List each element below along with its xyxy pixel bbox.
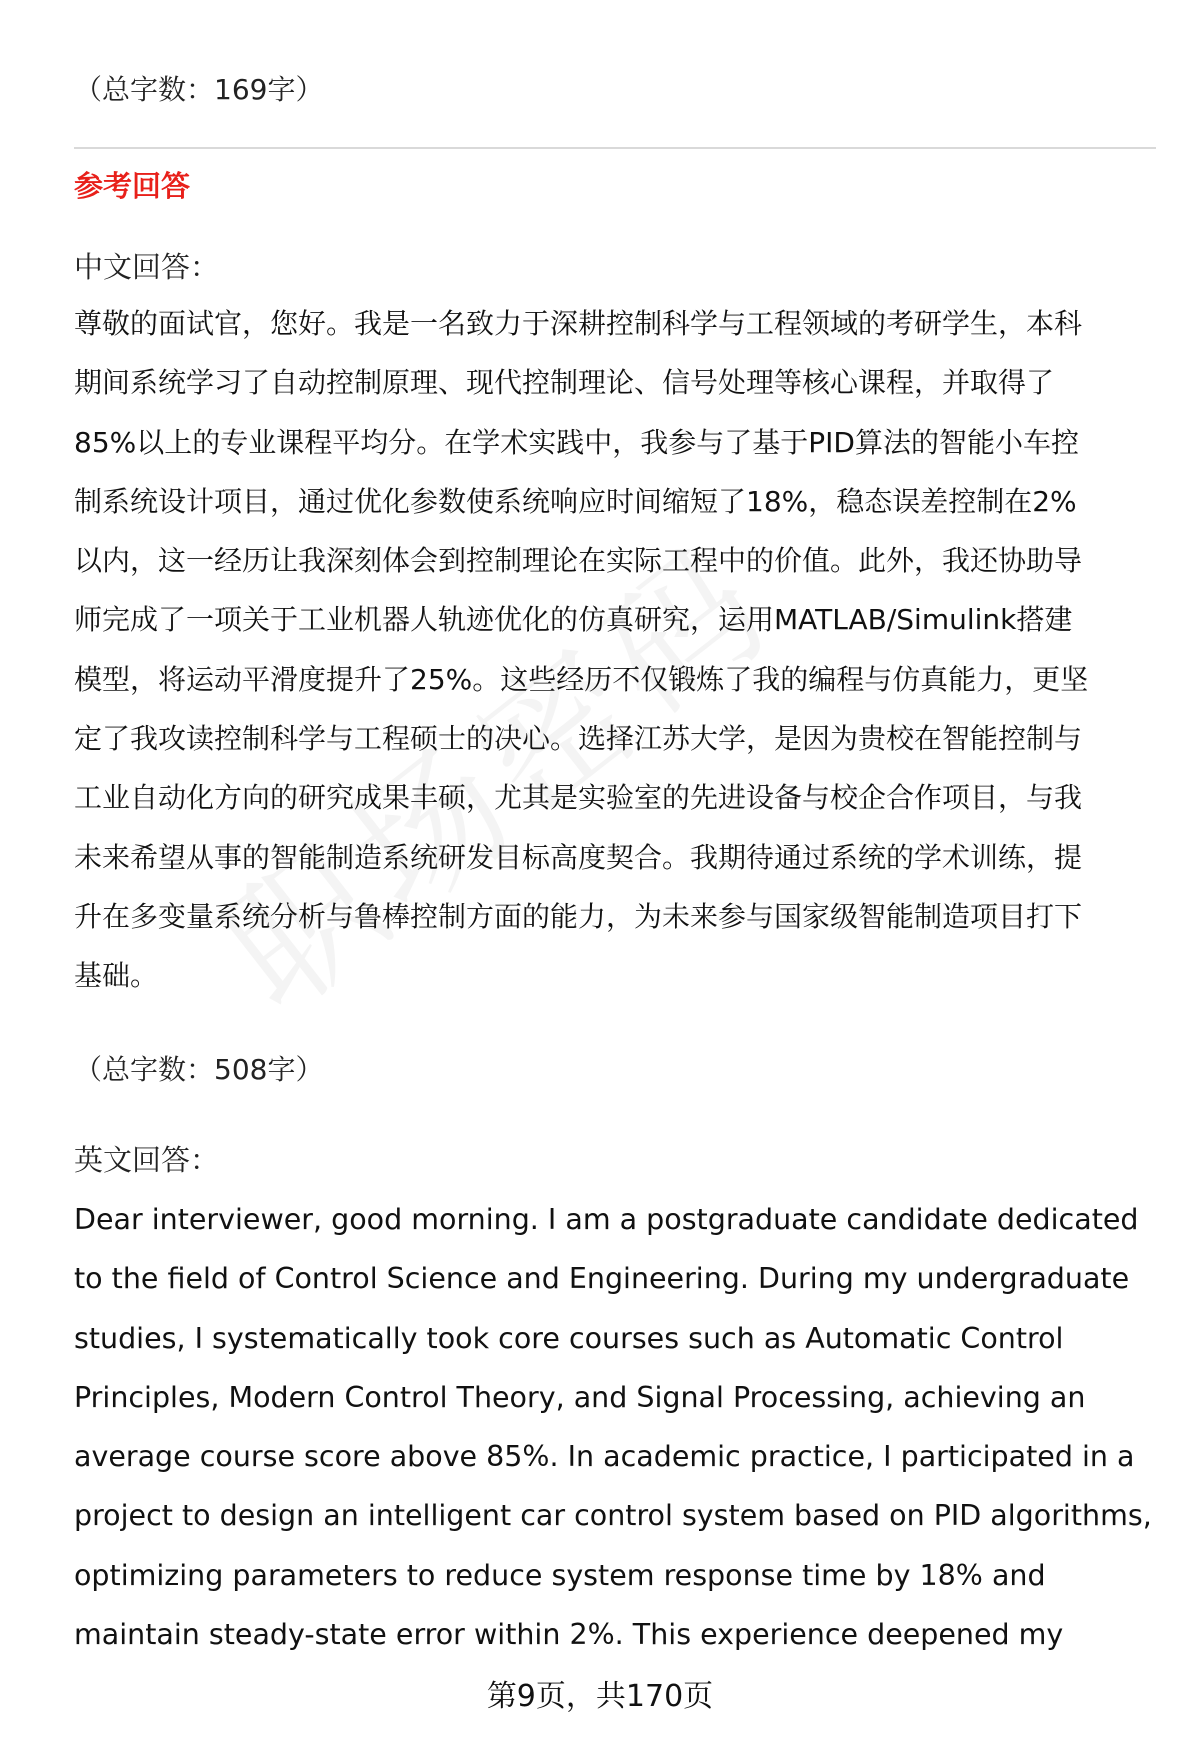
chinese-answer-line: 升在多变量系统分析与鲁棒控制方面的能力，为未来参与国家级智能制造项目打下: [74, 899, 1083, 933]
chinese-answer-heading: 中文回答：: [74, 250, 220, 284]
chinese-answer-line: 85%以上的专业课程平均分。在学术实践中，我参与了基于PID算法的智能小车控: [74, 425, 1079, 459]
chinese-answer-line: 未来希望从事的智能制造系统研发目标高度契合。我期待通过系统的学术训练，提: [74, 840, 1083, 874]
chinese-answer-line: 定了我攻读控制科学与工程硕士的决心。选择江苏大学，是因为贵校在智能控制与: [74, 722, 1083, 756]
section-title: 参考回答: [74, 169, 191, 203]
english-answer-line: average course score above 85%. In academic practice, I participated in a: [74, 1440, 1135, 1474]
english-answer-line: to the field of Control Science and Engineering. During my undergraduate: [74, 1262, 1130, 1296]
chinese-answer-paragraph: [74, 304, 1158, 1016]
chinese-answer-line: 期间系统学习了自动控制原理、现代控制理论、信号处理等核心课程，并取得了: [74, 366, 1055, 400]
english-answer-line: studies, I systematically took core courses such as Automatic Control: [74, 1321, 1064, 1355]
chinese-word-count: （总字数：508字）: [74, 1053, 324, 1086]
english-answer-heading: 英文回答：: [74, 1143, 220, 1177]
english-answer-line: optimizing parameters to reduce system response time by 18% and: [74, 1558, 1046, 1592]
english-answer-line: maintain steady-state error within 2%. This experience deepened my: [74, 1618, 1064, 1652]
section-divider: [74, 147, 1156, 149]
chinese-answer-line: 师完成了一项关于工业机器人轨迹优化的仿真研究，运用MATLAB/Simulink搭建: [74, 603, 1073, 637]
english-answer-line: Principles, Modern Control Theory, and Signal Processing, achieving an: [74, 1380, 1086, 1414]
top-word-count: （总字数：169字）: [74, 73, 324, 106]
chinese-answer-line: 工业自动化方向的研究成果丰硕，尤其是实验室的先进设备与校企合作项目，与我: [74, 781, 1083, 815]
chinese-answer-line: 尊敬的面试官，您好。我是一名致力于深耕控制科学与工程领域的考研学生，本科: [74, 307, 1083, 340]
chinese-answer-line: 以内，这一经历让我深刻体会到控制理论在实际工程中的价值。此外，我还协助导: [74, 544, 1083, 578]
english-answer-line: Dear interviewer, good morning. I am a postgraduate candidate dedicated: [74, 1203, 1139, 1236]
chinese-answer-line: 基础。: [74, 959, 159, 993]
english-answer-paragraph: [74, 1200, 1158, 1674]
english-answer-line: project to design an intelligent car control system based on PID algorithms,: [74, 1499, 1152, 1533]
page-number-footer: 第9页，共170页: [486, 1679, 714, 1714]
chinese-answer-line: 模型，将运动平滑度提升了25%。这些经历不仅锻炼了我的编程与仿真能力，更坚: [74, 662, 1089, 696]
chinese-answer-line: 制系统设计项目，通过优化参数使系统响应时间缩短了18%，稳态误差控制在2%: [74, 484, 1077, 518]
